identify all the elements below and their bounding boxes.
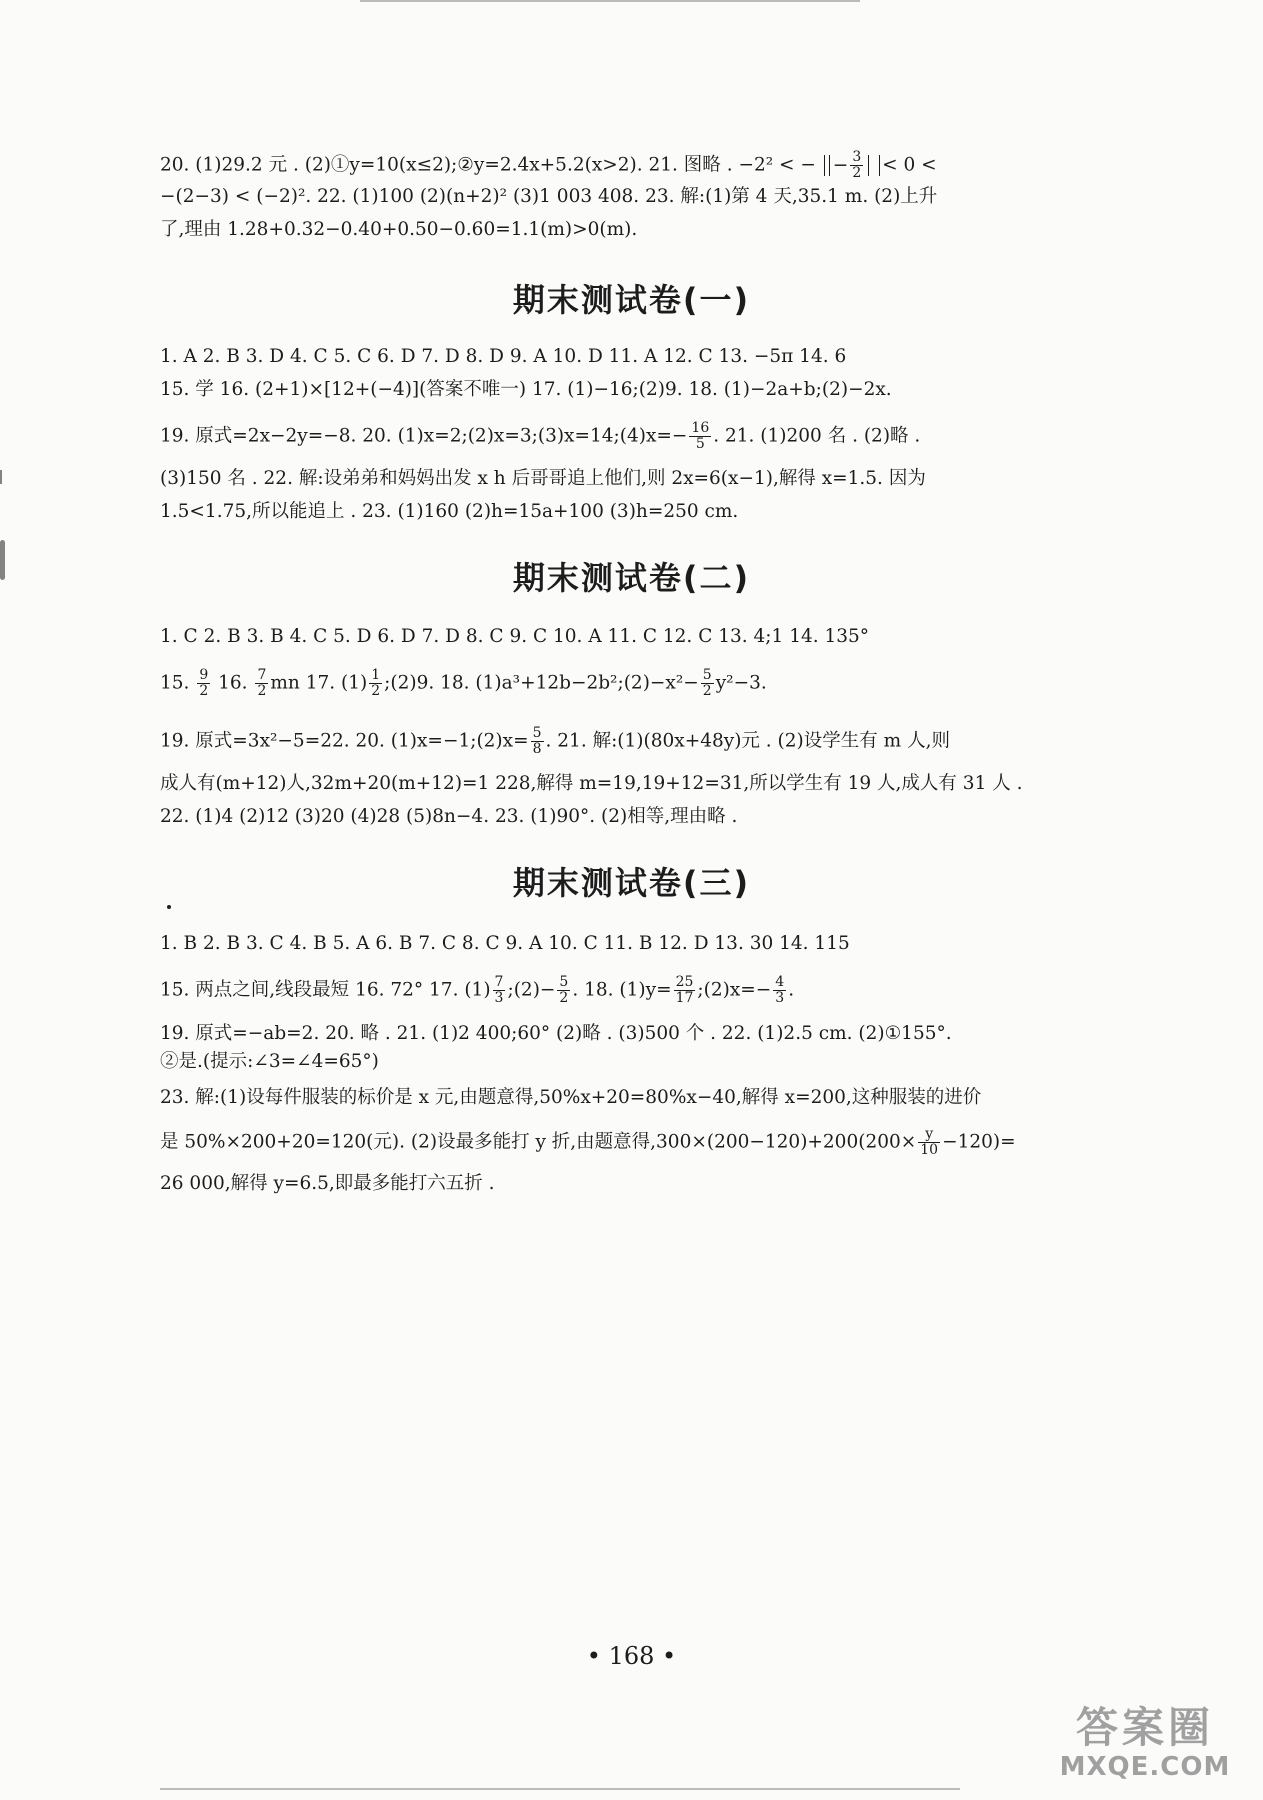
answer-text: mn 17. (1) — [270, 672, 368, 694]
scan-bottom-rule — [160, 1788, 960, 1790]
fraction-numerator: 9 — [199, 667, 209, 683]
fraction-numerator: 7 — [257, 667, 267, 683]
fraction-denominator: 10 — [920, 1142, 939, 1158]
absolute-value-inner: − $\frac{3}{2}$ — [829, 155, 869, 176]
fraction — [773, 975, 786, 1006]
fraction-numerator: 16 — [691, 420, 710, 436]
fraction-numerator: 5 — [702, 667, 712, 683]
answer-text: −120)= — [942, 1131, 1016, 1153]
section-title: 期末测试卷(一) — [512, 281, 751, 319]
answer-text: 19. 原式=3x²−5=22. 20. (1)x=−1;(2)x= — [160, 730, 529, 752]
watermark-logo — [1045, 1704, 1245, 1788]
answer-text: < 0 < — [882, 154, 937, 176]
answer-text: 是 50%×200+20=120(元). (2)设最多能打 y 折,由题意得,300×(200−120)+200(200× — [160, 1131, 917, 1153]
fraction-denominator: 3 — [494, 990, 504, 1006]
scan-top-rule — [360, 0, 860, 2]
answer-text: . — [788, 979, 795, 1001]
answer-line: (3)150 名 . 22. 解:设弟弟和妈妈出发 x h 后哥哥追上他们,则 2x=6(x−1),解得 x=1.5. 因为 — [160, 468, 926, 489]
answer-line: 1. C 2. B 3. B 4. C 5. D 6. D 7. D 8. C 9. C 10. A 11. C 12. C 13. 4;1 14. 135° — [160, 626, 870, 647]
answer-line: 成人有(m+12)人,32m+20(m+12)=1 228,解得 m=19,19+12=31,所以学生有 19 人,成人有 31 人 . — [160, 773, 1023, 794]
answer-line: 23. 解:(1)设每件服装的标价是 x 元,由题意得,50%x+20=80%x−40,解得 x=200,这种服装的进价 — [160, 1087, 982, 1108]
fraction-numerator: 7 — [494, 974, 504, 990]
answer-text: 15. — [160, 672, 190, 694]
answer-text: ;(2)9. 18. (1)a³+12b−2b²;(2)−x²− — [384, 672, 699, 694]
answer-line — [160, 150, 1120, 181]
fraction — [689, 421, 711, 452]
answer-line: 15. 学 16. (2+1)×[12+(−4)](答案不唯一) 17. (1)−16;(2)9. 18. (1)−2a+b;(2)−2x. — [160, 379, 892, 400]
fraction-denominator: 3 — [775, 990, 785, 1006]
section-title: 期末测试卷(二) — [512, 559, 751, 597]
scan-dot — [167, 905, 171, 909]
fraction-numerator: 4 — [775, 974, 785, 990]
fraction-numerator: 3 — [852, 149, 862, 165]
fraction-denominator: 2 — [257, 683, 267, 699]
section-title: 期末测试卷(三) — [512, 864, 751, 902]
fraction — [197, 668, 210, 699]
fraction-denominator: 2 — [702, 683, 712, 699]
scan-mark — [0, 470, 2, 484]
answer-line: ②是.(提示:∠3=∠4=65°) — [160, 1051, 379, 1072]
answer-line: 1. B 2. B 3. C 4. B 5. A 6. B 7. C 8. C 9. A 10. C 11. B 12. D 13. 30 14. 115 — [160, 933, 850, 954]
fraction — [493, 975, 506, 1006]
fraction-denominator: 8 — [532, 741, 542, 757]
answer-line: 19. 原式=−ab=2. 20. 略 . 21. (1)2 400;60° (2)略 . (3)500 个 . 22. (1)2.5 cm. (2)①155°. — [160, 1023, 952, 1044]
watermark-text-cn: 答案圈 — [1075, 1703, 1214, 1752]
answer-text: ;(2)x=− — [697, 979, 772, 1001]
fraction-denominator: 2 — [559, 990, 569, 1006]
answer-text: . 18. (1)y= — [572, 979, 672, 1001]
fraction-numerator: 25 — [675, 974, 694, 990]
fraction — [369, 668, 382, 699]
fraction-numerator: y — [918, 1127, 940, 1143]
answer-text: y²−3. — [715, 672, 767, 694]
fraction-denominator: 2 — [852, 165, 862, 181]
answer-line — [160, 668, 1120, 699]
answer-line: 22. (1)4 (2)12 (3)20 (4)28 (5)8n−4. 23. (1)90°. (2)相等,理由略 . — [160, 806, 738, 827]
fraction-numerator: 5 — [532, 725, 542, 741]
answer-text: 16. — [218, 672, 248, 694]
fraction-numerator: 5 — [559, 974, 569, 990]
answer-text: ;(2)− — [507, 979, 556, 1001]
answer-text: . 21. 解:(1)(80x+48y)元 . (2)设学生有 m 人,则 — [545, 730, 950, 752]
watermark-text-en: MXQE.COM — [1059, 1752, 1231, 1782]
answer-text: 19. 原式=2x−2y=−8. 20. (1)x=2;(2)x=3;(3)x=14;(4)x=− — [160, 425, 688, 447]
fraction-numerator: 1 — [371, 667, 381, 683]
fraction — [531, 726, 544, 757]
answer-text: . 21. (1)200 名 . (2)略 . — [713, 425, 921, 447]
answer-line — [160, 421, 1120, 452]
answer-line: 26 000,解得 y=6.5,即最多能打六五折 . — [160, 1173, 495, 1194]
fraction — [557, 975, 570, 1006]
answer-line: 了,理由 1.28+0.32−0.40+0.50−0.60=1.1(m)>0(m). — [160, 219, 638, 240]
answer-line — [160, 726, 1120, 757]
fraction — [674, 975, 696, 1006]
answer-line: −(2−3) < (−2)². 22. (1)100 (2)(n+2)² (3)1 003 408. 23. 解:(1)第 4 天,35.1 m. (2)上升 — [160, 186, 938, 207]
fraction — [701, 668, 714, 699]
page-number: • 168 • — [586, 1642, 677, 1670]
answer-line — [160, 1127, 1120, 1158]
fraction-denominator: 2 — [199, 683, 209, 699]
absolute-value — [824, 149, 880, 181]
answer-text: 20. (1)29.2 元 . (2)①y=10(x≤2);②y=2.4x+5.2(x>2). 21. 图略 . −2² < − — [160, 154, 816, 176]
answer-line — [160, 975, 1120, 1006]
answer-line: 1.5<1.75,所以能追上 . 23. (1)160 (2)h=15a+100 (3)h=250 cm. — [160, 501, 739, 522]
answer-text: 15. 两点之间,线段最短 16. 72° 17. (1) — [160, 979, 491, 1001]
fraction-denominator: 17 — [675, 990, 694, 1006]
answer-line: 1. A 2. B 3. D 4. C 5. C 6. D 7. D 8. D 9. A 10. D 11. A 12. C 13. −5π 14. 6 — [160, 346, 847, 367]
fraction — [918, 1127, 940, 1158]
fraction-denominator: 5 — [695, 436, 705, 452]
fraction — [850, 150, 863, 181]
fraction — [255, 668, 268, 699]
fraction-denominator: 2 — [371, 683, 381, 699]
